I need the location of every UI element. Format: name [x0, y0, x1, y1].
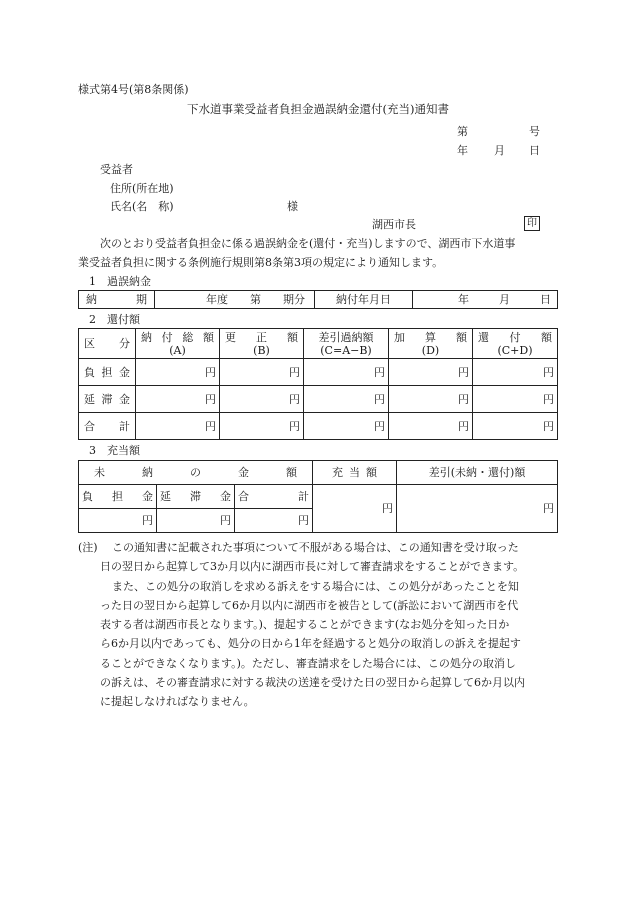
table-row: [79, 386, 558, 413]
table-row: [79, 359, 558, 386]
notes-line-1: この通知書に記載された事項について不服がある場合は、この通知書を受け取った: [112, 541, 519, 554]
number-prefix: 第: [457, 125, 468, 138]
date-year: 年: [457, 144, 468, 157]
balance-label: 差引(未納・還付)額: [397, 461, 558, 485]
amount-cell: 円: [473, 359, 558, 386]
amount-cell: 円: [235, 509, 313, 533]
amount-cell: 円: [473, 413, 558, 440]
seal-mark: 印: [524, 216, 540, 231]
section1-heading: 1 過誤納金: [89, 275, 151, 288]
notes-line-6: ら6か月以内であっても、処分の日から1年を経過すると処分の取消しの訴えを提起す: [100, 637, 521, 650]
row-label-total: 合 計: [79, 413, 136, 440]
row-label-late: 延 滞 金: [79, 386, 136, 413]
allocation-table: [78, 460, 558, 533]
amount-cell: 円: [220, 359, 304, 386]
amount-cell: 円: [389, 413, 473, 440]
balance-amount-cell: 円: [397, 485, 558, 533]
date-day: 日: [529, 144, 540, 157]
period-label: 納 期: [79, 291, 155, 309]
paid-date-label: 納付年月日: [315, 291, 413, 309]
notes-line-5: 表する者は湖西市長となります。)、提起することができます(なお処分を知った日か: [100, 618, 510, 631]
col-net-overpaid: 差引過納額 (C=A−B): [304, 329, 389, 359]
notes-line-2: 日の翌日から起算して3か月以内に湖西市長に対して審査請求をすることができます。: [100, 560, 525, 573]
row-label-burden: 負 担 金: [79, 359, 136, 386]
amount-cell: 円: [389, 359, 473, 386]
refund-table: [78, 328, 558, 440]
form-number: 様式第4号(第8条関係): [78, 83, 189, 96]
col-refund-amount: 還 付 額 (C+D): [473, 329, 558, 359]
recipient-label: 受益者: [100, 163, 133, 176]
amount-cell: 円: [136, 386, 220, 413]
paid-date-value: 年 月 日: [413, 291, 558, 309]
overpayment-table: [78, 290, 558, 309]
intro-line-2: 業受益者負担に関する条例施行規則第8条第3項の規定により通知します。: [78, 256, 444, 269]
document-title: 下水道事業受益者負担金過誤納金還付(充当)通知書: [187, 102, 449, 116]
name-label: 氏名(名 称): [110, 200, 174, 213]
table-row: [79, 413, 558, 440]
notes-line-3: また、この処分の取消しを求める訴えをする場合には、この処分があったことを知: [112, 580, 519, 593]
issuer-name: 湖西市長: [372, 218, 416, 231]
amount-cell: 円: [389, 386, 473, 413]
amount-cell: 円: [79, 509, 157, 533]
amount-cell: 円: [304, 386, 389, 413]
amount-cell: 円: [304, 359, 389, 386]
notes-line-9: に提起しなければなりません。: [100, 695, 255, 708]
applied-amount-label: 充 当 額: [313, 461, 397, 485]
date-month: 月: [494, 144, 505, 157]
col-correction: 更 正 額 (B): [220, 329, 304, 359]
amount-cell: 円: [220, 386, 304, 413]
col-addition: 加 算 額 (D): [389, 329, 473, 359]
amount-cell: 円: [473, 386, 558, 413]
amount-cell: 円: [304, 413, 389, 440]
refund-header-row: [79, 329, 558, 359]
period-value: 年度 第 期分: [155, 291, 315, 309]
notes-line-8: の訴えは、その審査請求に対する裁決の送達を受けた日の翌日から起算して6か月以内: [100, 676, 525, 689]
notes-prefix: (注): [78, 541, 98, 554]
category-corner: 区 分: [79, 329, 136, 359]
section2-heading: 2 還付額: [89, 313, 140, 326]
sub-label-total: 合 計: [235, 485, 313, 509]
sub-label-burden: 負 担 金: [79, 485, 157, 509]
number-suffix: 号: [529, 125, 540, 138]
applied-amount-cell: 円: [313, 485, 397, 533]
notes-line-4: った日の翌日から起算して6か月以内に湖西市を被告として(訴訟において湖西市を代: [100, 599, 519, 612]
amount-cell: 円: [136, 359, 220, 386]
honorific: 様: [287, 200, 298, 213]
sub-label-late: 延 滞 金: [157, 485, 235, 509]
amount-cell: 円: [220, 413, 304, 440]
amount-cell: 円: [136, 413, 220, 440]
col-total-paid: 納 付 総 額 (A): [136, 329, 220, 359]
section3-heading: 3 充当額: [89, 444, 140, 457]
amount-cell: 円: [157, 509, 235, 533]
notes-line-7: ることができなくなります。)。ただし、審査請求をした場合には、この処分の取消し: [100, 657, 516, 670]
address-label: 住所(所在地): [110, 182, 174, 195]
unpaid-amount-label: 未 納 の 金 額: [79, 461, 313, 485]
intro-line-1: 次のとおり受益者負担金に係る過誤納金を(還付・充当)しますので、湖西市下水道事: [100, 237, 516, 250]
